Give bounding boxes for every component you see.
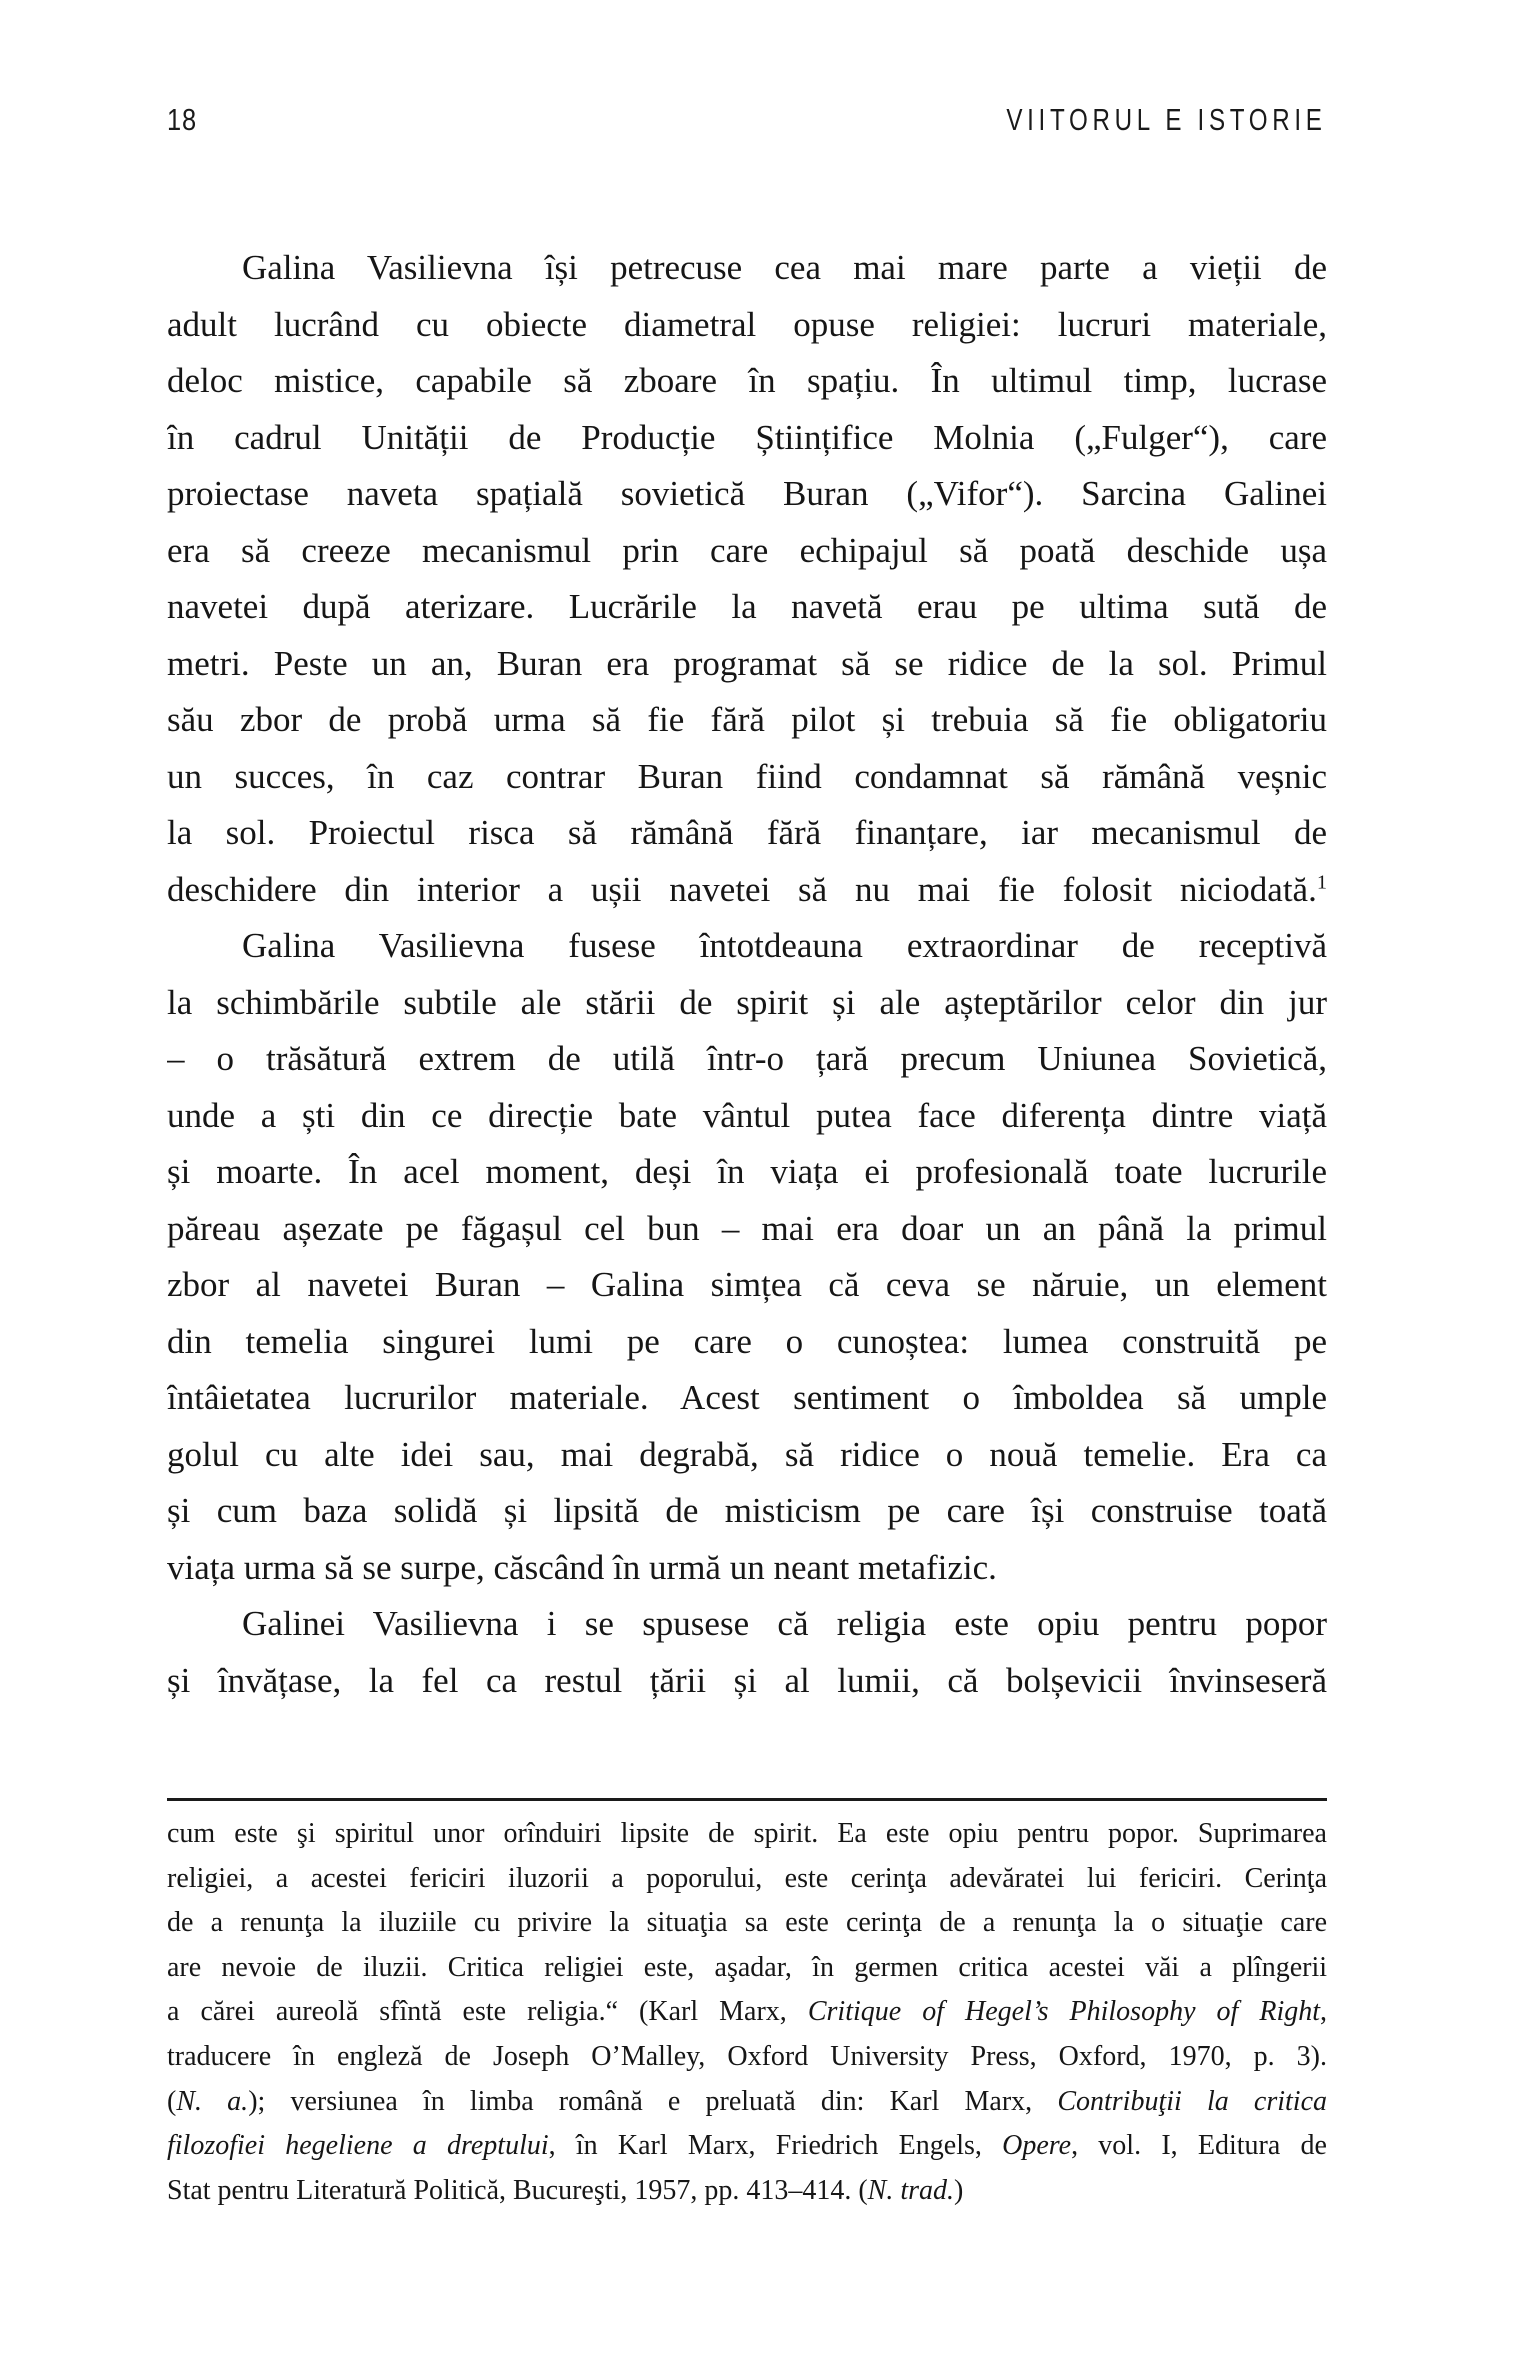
footnote-line: Stat pentru Literatură Politică, Bucureşti, 1957, pp. 413–414. (N. trad.) (167, 2174, 964, 2206)
body-line: Galinei Vasilievna i se spusese că religia este opiu pentru popor (242, 1604, 1327, 1643)
body-line: viața urma să se surpe, căscând în urmă un neant metafizic. (167, 1547, 997, 1587)
body-line: la schimbările subtile ale stării de spirit și ale așteptărilor celor din jur (167, 982, 1327, 1022)
body-line: deschidere din interior a ușii navetei să nu mai fie folosit niciodată.$^1$ (167, 869, 1327, 909)
page-header (167, 102, 1327, 138)
body-line: un succes, în caz contrar Buran fiind condamnat să rămână veșnic (167, 756, 1327, 796)
body-line: navetei după aterizare. Lucrările la navetă erau pe ultima sută de (167, 587, 1327, 626)
body-line: și moarte. În acel moment, deși în viața ei profesională toate lucrurile (167, 1152, 1327, 1191)
body-line: deloc mistice, capabile să zboare în spațiu. În ultimul timp, lucrase (167, 361, 1327, 400)
body-line: la sol. Proiectul risca să rămână fără finanțare, iar mecanismul de (167, 813, 1327, 852)
paragraph (167, 918, 1327, 1596)
body-line: golul cu alte idei sau, mai degrabă, să ridice o nouă temelie. Era ca (167, 1434, 1327, 1474)
running-title: VIITORUL E ISTORIE (1006, 102, 1327, 137)
body-line: zbor al navetei Buran – Galina simțea că ceva se năruie, un element (167, 1265, 1327, 1304)
page-number: 18 (167, 102, 197, 137)
footnote-line: (N. a.); versiunea în limba română e preluată din: Karl Marx, Contribuţii la critica (167, 2085, 1327, 2117)
body-line: și învățase, la fel ca restul țării și al lumii, că bolșevicii învinseseră (167, 1660, 1327, 1700)
footnote-reference: 1 (1316, 870, 1327, 893)
footnote-line: traducere în engleză de Joseph O’Malley, Oxford University Press, Oxford, 1970, p. 3). (167, 2040, 1327, 2072)
text-block (167, 0, 1327, 2362)
footnote-separator-rule (167, 1798, 1327, 1801)
body-line: întâietatea lucrurilor materiale. Acest sentiment o îmboldea să umple (167, 1378, 1327, 1417)
body-line: în cadrul Unității de Producție Științifice Molnia („Fulger“), care (167, 417, 1327, 457)
body-line: Galina Vasilievna își petrecuse cea mai mare parte a vieții de (242, 248, 1327, 287)
footnote-line: religiei, a acestei fericiri iluzorii a poporului, este cerinţa adevăratei lui fericiri. Cerinţa (167, 1862, 1327, 1894)
body-line: proiectase naveta spațială sovietică Buran („Vifor“). Sarcina Galinei (167, 474, 1327, 513)
body-line: metri. Peste un an, Buran era programat să se ridice de la sol. Primul (167, 643, 1327, 683)
body-line: Galina Vasilievna fusese întotdeauna extraordinar de receptivă (242, 926, 1327, 965)
footnote-line: de a renunţa la iluziile cu privire la situaţia sa este cerinţa de a renunţa la o situaţie care (167, 1907, 1327, 1939)
paragraph (167, 1596, 1327, 1709)
footnote-line: are nevoie de iluzii. Critica religiei este, aşadar, în germen critica acestei văi a plîngerii (167, 1951, 1327, 1983)
body-line: păreau așezate pe făgașul cel bun – mai era doar un an până la primul (167, 1208, 1327, 1248)
body-text (167, 240, 1327, 1709)
body-line: adult lucrând cu obiecte diametral opuse religiei: lucruri materiale, (167, 304, 1327, 344)
footnote-line: cum este şi spiritul unor orînduiri lipsite de spirit. Ea este opiu pentru popor. Suprimarea (167, 1818, 1327, 1849)
footnote-line: a cărei aureolă sfîntă este religia.“ (Karl Marx, Critique of Hegel’s Philosophy of Right, (167, 1996, 1327, 2028)
body-line: unde a ști din ce direcție bate vântul putea face diferența dintre viață (167, 1095, 1327, 1135)
body-line: său zbor de probă urma să fie fără pilot și trebuia să fie obligatoriu (167, 700, 1327, 739)
footnote-text (167, 1812, 1327, 2213)
body-line: era să creeze mecanismul prin care echipajul să poată deschide ușa (167, 530, 1327, 570)
paragraph (167, 240, 1327, 918)
body-line: din temelia singurei lumi pe care o cunoștea: lumea construită pe (167, 1321, 1327, 1361)
body-line: – o trăsătură extrem de utilă într-o țară precum Uniunea Sovietică, (167, 1039, 1327, 1078)
body-line: și cum baza solidă și lipsită de misticism pe care își construise toată (167, 1491, 1327, 1530)
footnote-line: filozofiei hegeliene a dreptului, în Karl Marx, Friedrich Engels, Opere, vol. I, Editura de (167, 2130, 1327, 2162)
